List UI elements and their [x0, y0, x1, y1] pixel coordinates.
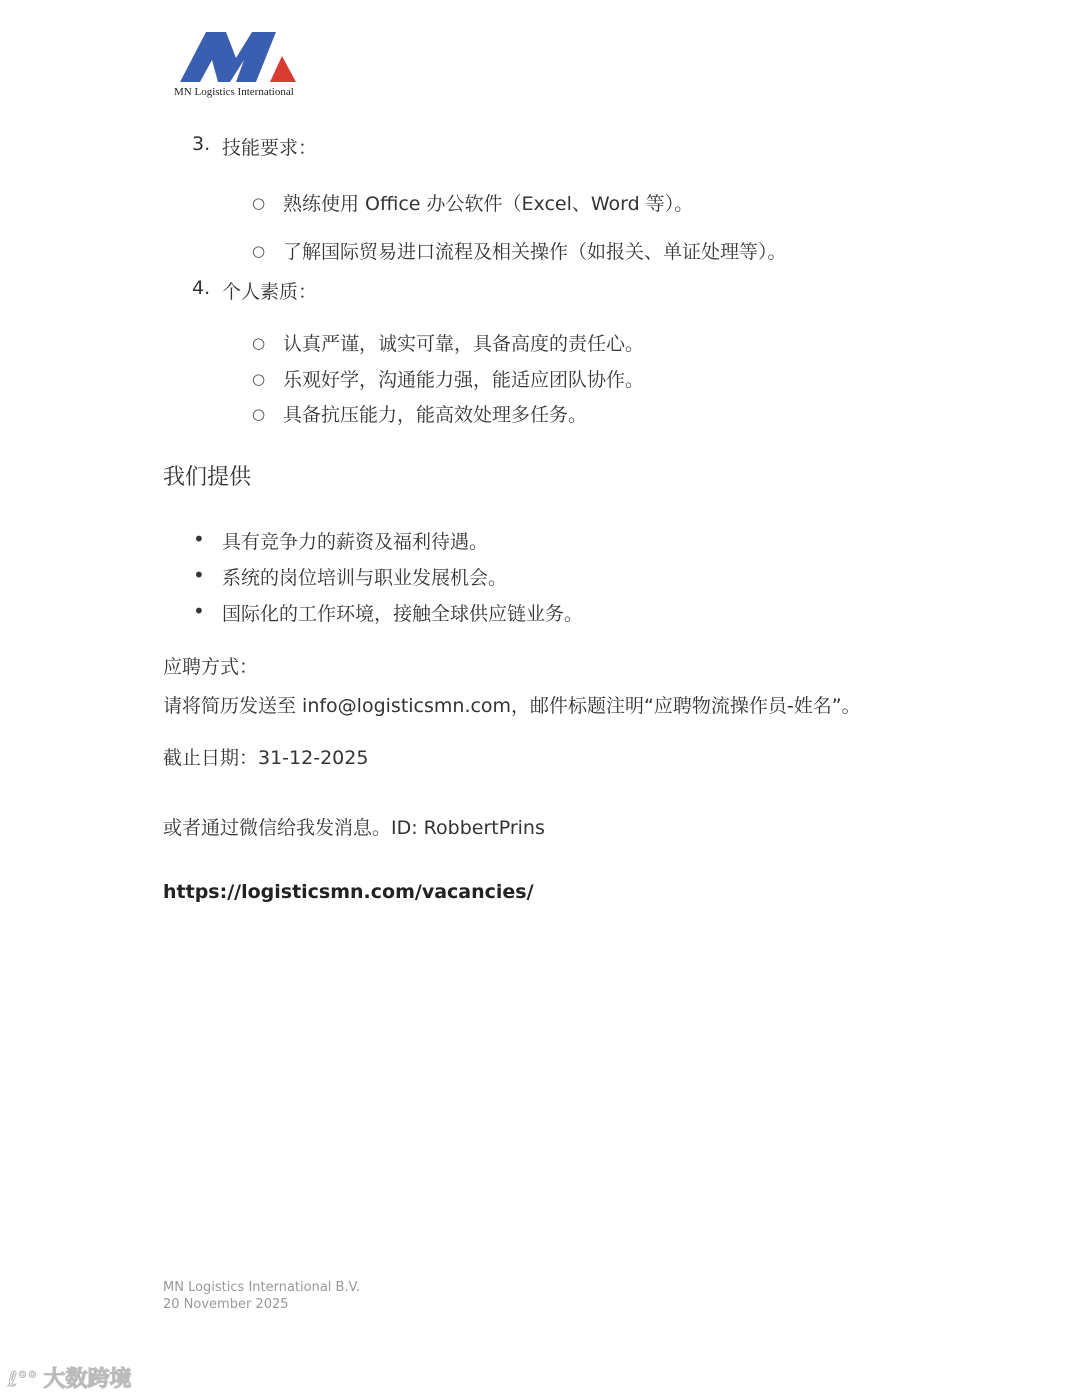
bullet-circle-icon: ○: [252, 370, 266, 388]
list-item: 国际化的工作环境，接触全球供应链业务。: [222, 603, 584, 625]
wechat-text: 或者通过微信给我发消息。ID: RobbertPrins: [163, 817, 545, 839]
list-item: 乐观好学，沟通能力强，能适应团队协作。: [283, 369, 645, 391]
footer-company: MN Logistics International B.V.: [163, 1280, 360, 1295]
offer-heading: 我们提供: [163, 465, 252, 490]
list-item: 具备抗压能力，能高效处理多任务。: [283, 404, 588, 426]
bullet-dot-icon: •: [193, 527, 205, 551]
bullet-dot-icon: •: [193, 563, 205, 587]
bullet-circle-icon: ○: [252, 405, 266, 423]
footer-date: 20 November 2025: [163, 1297, 289, 1312]
bullet-circle-icon: ○: [252, 334, 266, 352]
list-item: 系统的岗位培训与职业发展机会。: [222, 567, 508, 589]
company-logo: [172, 28, 312, 100]
bullet-circle-icon: ○: [252, 194, 266, 212]
list-item: 认真严谨，诚实可靠，具备高度的责任心。: [283, 333, 645, 355]
section-number: 4.: [192, 277, 211, 299]
apply-instructions: 请将简历发送至 info@logisticsmn.com，邮件标题注明“应聘物流操作员-姓名”。: [163, 695, 861, 717]
bullet-dot-icon: •: [193, 599, 205, 623]
watermark: [8, 1362, 131, 1393]
logo-caption: MN Logistics International: [174, 86, 294, 98]
list-item: 熟练使用 Office 办公软件（Excel、Word 等）。: [283, 193, 694, 215]
section-number: 3.: [192, 133, 211, 155]
section-title-skills: 技能要求：: [222, 137, 318, 159]
section-title-qualities: 个人素质：: [222, 281, 318, 303]
deadline-text: 截止日期：31-12-2025: [163, 747, 369, 769]
list-item: 具有竞争力的薪资及福利待遇。: [222, 531, 489, 553]
apply-heading: 应聘方式：: [163, 656, 259, 678]
watermark-text: 大数跨境: [43, 1367, 132, 1392]
vacancies-link[interactable]: https://logisticsmn.com/vacancies/: [163, 881, 534, 903]
mn-logo-icon: [172, 28, 302, 86]
watermark-logo-icon: ℓ°°: [8, 1367, 38, 1391]
bullet-circle-icon: ○: [252, 242, 266, 260]
list-item: 了解国际贸易进口流程及相关操作（如报关、单证处理等）。: [283, 241, 787, 263]
